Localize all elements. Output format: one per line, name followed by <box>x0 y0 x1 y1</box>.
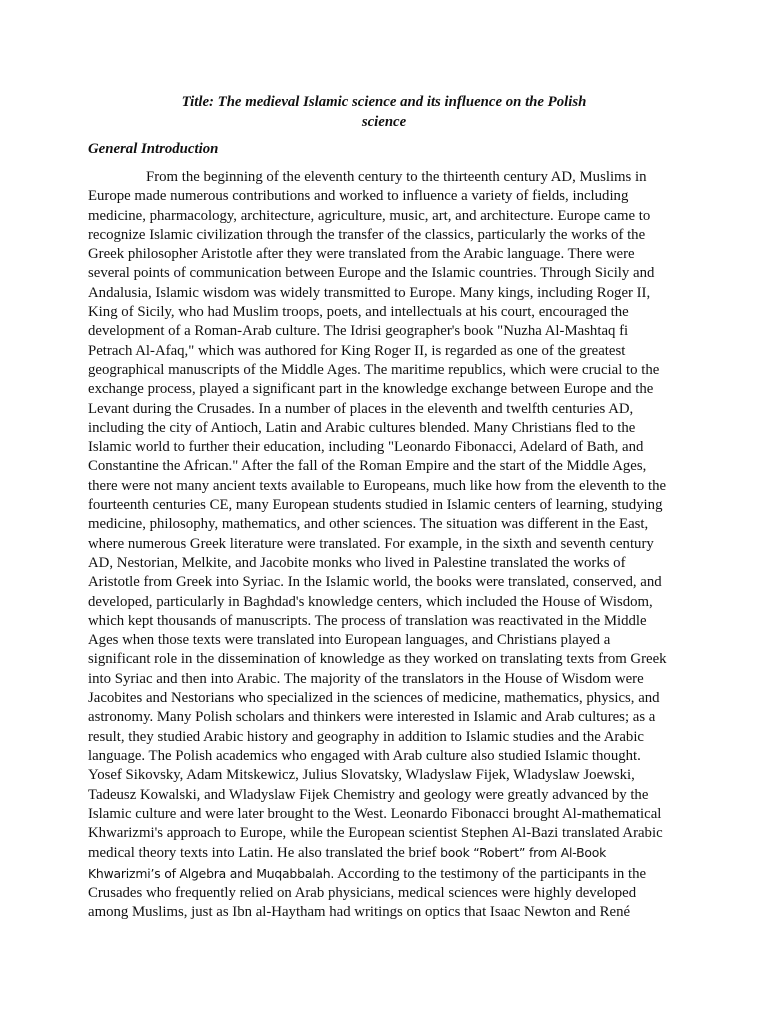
body-line: including the city of Antioch, Latin and Arabic cultures blended. Many Christians fled to the <box>88 419 636 436</box>
body-line: significant role in the dissemination of knowledge as they worked on translating texts from Greek <box>88 651 667 668</box>
body-line: result, they studied Arabic history and geography in addition to Islamic studies and the Arabic <box>88 728 644 745</box>
body-line: AD, Nestorian, Melkite, and Jacobite monks who lived in Palestine translated the works of <box>88 554 626 571</box>
section-heading: General Introduction <box>88 141 219 157</box>
body-line: Yosef Sikovsky, Adam Mitskewicz, Julius Slovatsky, Wladyslaw Fijek, Wladyslaw Joewski, <box>88 767 635 784</box>
body-line: Petrach Al-Afaq," which was authored for King Roger II, is regarded as one of the greatest <box>88 342 626 359</box>
body-line: exchange process, played a significant part in the knowledge exchange between Europe and the <box>88 381 654 398</box>
document-title <box>88 92 680 132</box>
body-line <box>88 843 688 863</box>
body-line: Aristotle from Greek into Syriac. In the Islamic world, the books were translated, conserved, and <box>88 574 662 591</box>
body-line: where numerous Greek literature were translated. For example, in the sixth and seventh century <box>88 535 654 552</box>
body-line: recognize Islamic civilization through the transfer of the classics, particularly the works of the <box>88 226 646 243</box>
body-line: Islamic world to further their education, including "Leonardo Fibonacci, Adelard of Bath, and <box>88 439 644 456</box>
body-line: Khwarizmi's approach to Europe, while the European scientist Stephen Al-Bazi translated Arabic <box>88 825 663 842</box>
body-line: Jacobites and Nestorians who specialized in the sciences of medicine, mathematics, physics, and <box>88 690 660 707</box>
body-line: King of Sicily, who had Muslim troops, poets, and intellectuals at his court, encouraged the <box>88 304 629 321</box>
body-line: Levant during the Crusades. In a number of places in the eleventh and twelfth centuries AD, <box>88 400 634 417</box>
body-line: Greek philosopher Aristotle after they were translated from the Arabic language. There were <box>88 246 635 263</box>
body-line: geographical manuscripts of the Middle Ages. The maritime republics, which were crucial to the <box>88 361 660 378</box>
body-line: language. The Polish academics who engaged with Arab culture also studied Islamic thought. <box>88 747 641 764</box>
body-line: development of a Roman-Arab culture. The Idrisi geographer's book "Nuzha Al-Mashtaq fi <box>88 323 629 340</box>
body-line: Ages when those texts were translated into European languages, and Christians played a <box>88 632 611 649</box>
body-line: astronomy. Many Polish scholars and thinkers were interested in Islamic and Arab cultures; as a <box>88 709 656 726</box>
body-line-text: According to the testimony of the participants in the <box>334 865 647 882</box>
body-line-alt-font-text: Khwarizmi’s of Algebra and Muqabbalah. <box>88 865 335 881</box>
body-paragraph <box>88 168 688 923</box>
body-line: Islamic culture and were later brought to the West. Leonardo Fibonacci brought Al-mathematical <box>88 805 662 822</box>
body-line-text: medical theory texts into Latin. He also translated the brief <box>88 845 441 862</box>
body-line: From the beginning of the eleventh century to the thirteenth century AD, Muslims in <box>146 169 647 185</box>
body-line: Europe made numerous contributions and worked to influence a variety of fields, including <box>88 188 629 205</box>
body-line: Constantine the African." After the fall of the Roman Empire and the start of the Middle Ages, <box>88 458 647 475</box>
body-line: Tadeusz Kowalski, and Wladyslaw Fijek Chemistry and geology were greatly advanced by the <box>88 786 649 803</box>
body-line <box>88 864 688 884</box>
body-line: there were not many ancient texts available to Europeans, much like how from the eleventh to the <box>88 477 667 494</box>
body-line: developed, particularly in Baghdad's knowledge centers, which included the House of Wisdom, <box>88 593 653 610</box>
body-line-alt-font-text: book “Robert” from Al-Book <box>440 845 607 861</box>
body-line: several points of communication between Europe and the Islamic countries. Through Sicily and <box>88 265 655 282</box>
body-line: medicine, pharmacology, architecture, agriculture, music, art, and architecture. Europe came to <box>88 207 651 224</box>
body-line: fourteenth centuries CE, many European students studied in Islamic centers of learning, studying <box>88 497 663 514</box>
body-line: into Syriac and then into Arabic. The majority of the translators in the House of Wisdom were <box>88 670 644 687</box>
body-line: which kept thousands of manuscripts. The process of translation was reactivated in the Middle <box>88 612 647 629</box>
title-line-1: Title: The medieval Islamic science and its influence on the Polish <box>181 94 587 110</box>
body-line: among Muslims, just as Ibn al-Haytham had writings on optics that Isaac Newton and René <box>88 904 631 921</box>
body-line: medicine, philosophy, mathematics, and other sciences. The situation was different in the East, <box>88 516 649 533</box>
body-line: Crusades who frequently relied on Arab physicians, medical sciences were highly developed <box>88 884 637 901</box>
title-line-2: science <box>361 114 407 130</box>
body-line: Andalusia, Islamic wisdom was widely transmitted to Europe. Many kings, including Roger II, <box>88 284 651 301</box>
